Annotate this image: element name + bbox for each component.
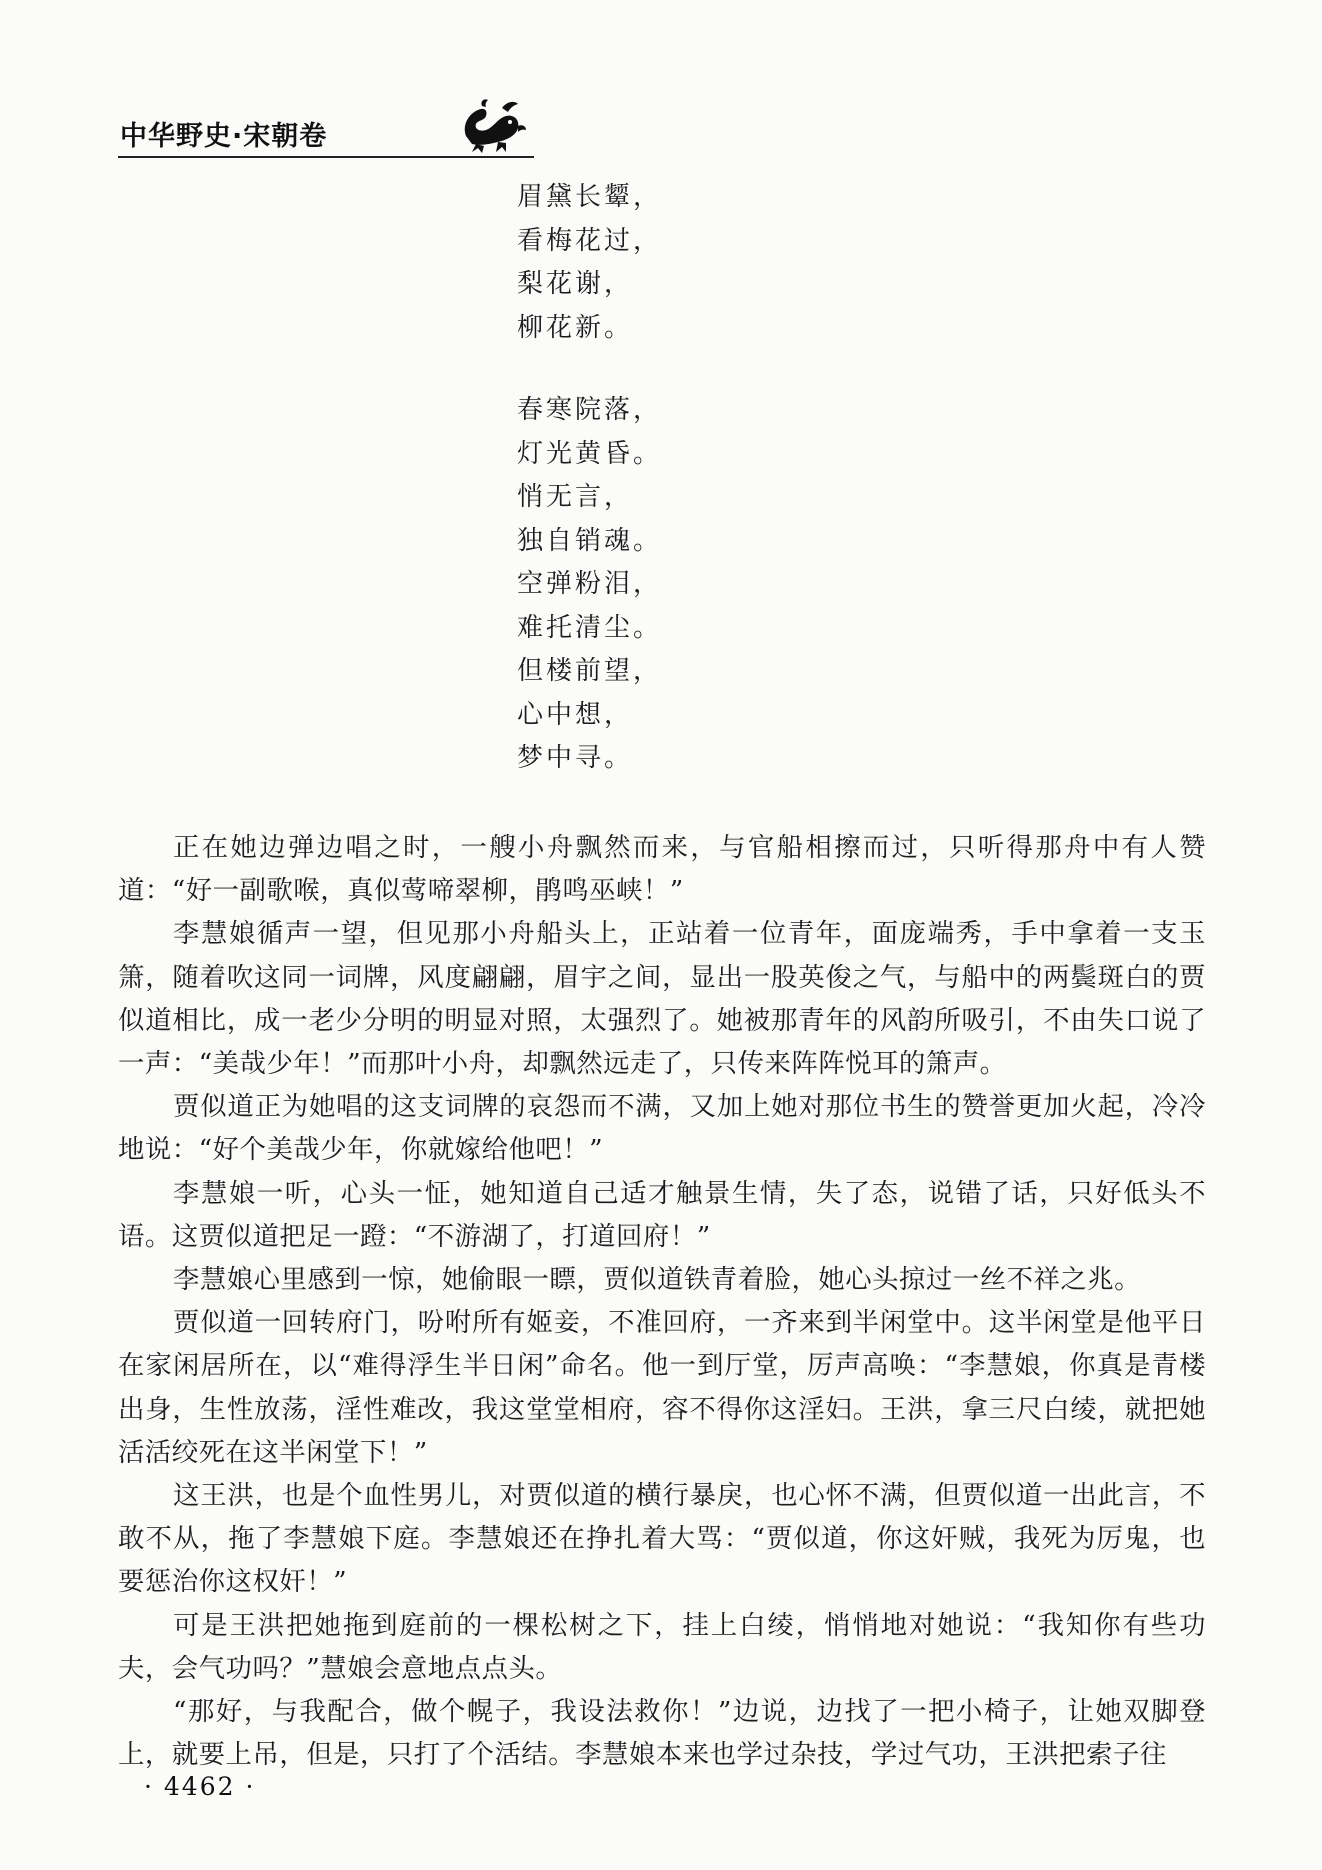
paragraph: 正在她边弹边唱之时，一艘小舟飘然而来，与官船相擦而过，只听得那舟中有人赞道：“好一副歌喉，真似莺啼翠柳，鹃鸣巫峡！” (118, 832, 1206, 907)
stanza-break (517, 350, 777, 389)
paragraph: 贾似道正为她唱的这支词牌的哀怨而不满，又加上她对那位书生的赞誉更加火起，冷冷地说：“好个美哉少年，你就嫁给他吧！” (118, 1091, 1206, 1166)
dragon-emblem-icon (458, 96, 528, 154)
paragraph: 李慧娘循声一望，但见那小舟船头上，正站着一位青年，面庞端秀，手中拿着一支玉箫，随着吹这同一词牌，风度翩翩，眉宇之间，显出一股英俊之气，与船中的两鬓斑白的贾似道相比，成一老少分明的明显对照，太强烈了。她被那青年的风韵所吸引，不由失口说了一声：“美哉少年！”而那叶小舟，却飘然远走了，只传来阵阵悦耳的箫声。 (118, 918, 1206, 1080)
paragraph: 李慧娘一听，心头一怔，她知道自己适才触景生情，失了态，说错了话，只好低头不语。这贾似道把足一蹬：“不游湖了，打道回府！” (118, 1177, 1206, 1252)
paragraph: 李慧娘心里感到一惊，她偷眼一瞟，贾似道铁青着脸，她心头掠过一丝不祥之兆。 (173, 1264, 1142, 1296)
poem (517, 176, 777, 781)
poem-line: 独自销魂。 (517, 525, 663, 556)
poem-line: 看梅花过， (517, 225, 663, 256)
paragraph: 这王洪，也是个血性男儿，对贾似道的横行暴戾，也心怀不满，但贾似道一出此言，不敢不从，拖了李慧娘下庭。李慧娘还在挣扎着大骂：“贾似道，你这奸贼，我死为厉鬼，也要惩治你这权奸！” (118, 1480, 1206, 1598)
poem-line: 心中想， (517, 699, 634, 730)
poem-line: 柳花新。 (517, 312, 634, 343)
poem-line: 眉黛长颦， (517, 182, 663, 212)
paragraph: 可是王洪把她拖到庭前的一棵松树之下，挂上白绫，悄悄地对她说：“我知你有些功夫，会气功吗？”慧娘会意地点点头。 (118, 1609, 1206, 1684)
poem-line: 空弹粉泪， (517, 569, 663, 599)
book-title: 中华野史·宋朝卷 (120, 121, 328, 152)
paragraph: “那好，与我配合，做个幌子，我设法救你！”边说，边找了一把小椅子，让她双脚登上，就要上吊，但是，只打了个活结。李慧娘本来也学过杂技，学过气功，王洪把索子往 (118, 1696, 1206, 1771)
poem-line: 但楼前望， (517, 656, 663, 686)
page-number: · 4462 · (144, 1772, 256, 1801)
paragraph: 贾似道一回转府门，吩咐所有姬妾，不准回府，一齐来到半闲堂中。这半闲堂是他平日在家闲居所在，以“难得浮生半日闲”命名。他一到厅堂，厉声高唤：“李慧娘，你真是青楼出身，生性放荡，淫性难改，我这堂堂相府，容不得你这淫妇。王洪，拿三尺白绫，就把她活活绞死在这半闲堂下！” (118, 1307, 1206, 1468)
poem-line: 春寒院落， (517, 395, 663, 425)
running-header (118, 96, 534, 158)
poem-line: 悄无言， (517, 482, 634, 512)
poem-line: 梦中寻。 (517, 743, 634, 773)
poem-line: 梨花谢， (517, 269, 634, 299)
body-text (118, 826, 1206, 1776)
poem-line: 灯光黄昏。 (517, 438, 663, 469)
poem-line: 难托清尘。 (517, 612, 663, 643)
